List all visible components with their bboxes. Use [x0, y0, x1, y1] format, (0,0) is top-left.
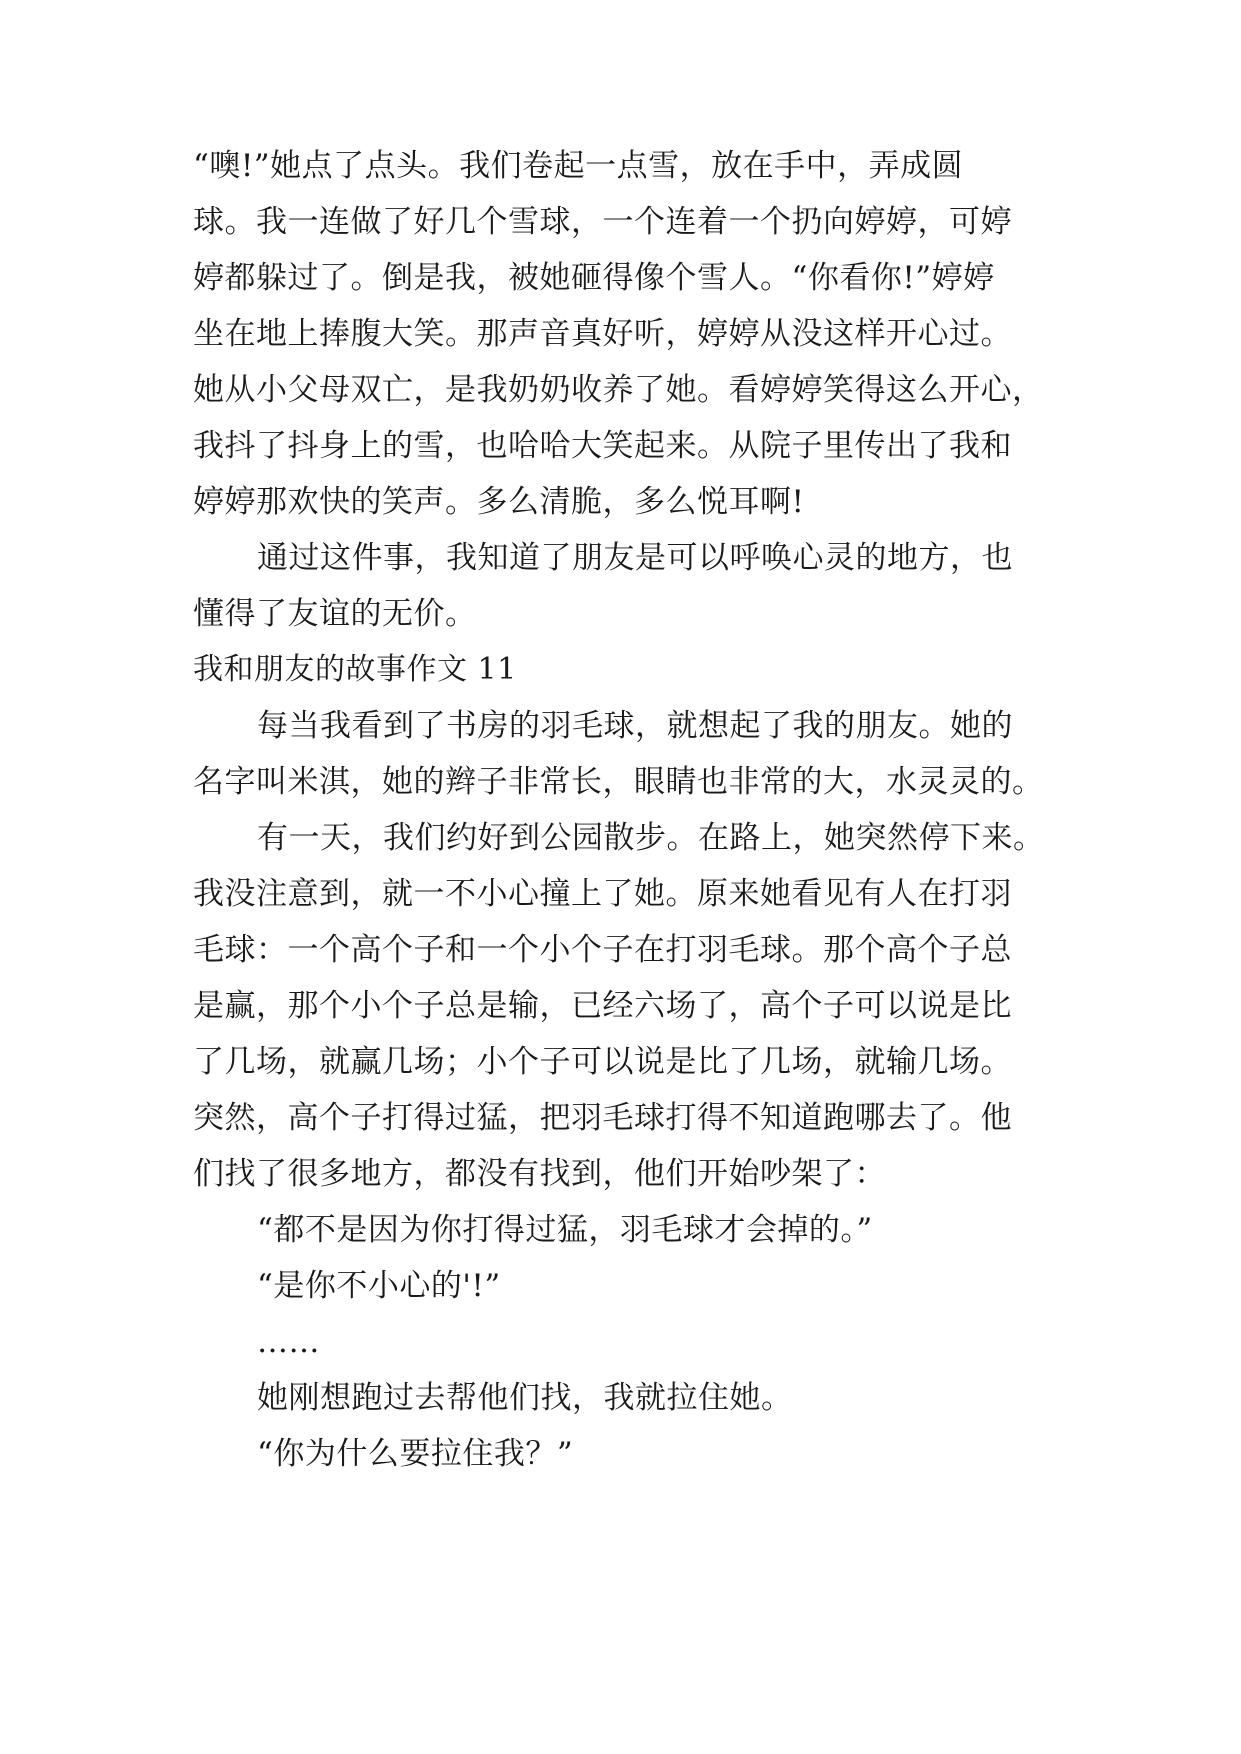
text-line: 球。我一连做了好几个雪球，一个连着一个扔向婷婷，可婷 — [193, 204, 1012, 240]
paragraph-first-line: 通过这件事，我知道了朋友是可以呼唤心灵的地方，也 — [257, 540, 1013, 576]
text-line: 突然，高个子打得过猛，把羽毛球打得不知道跑哪去了。他 — [193, 1100, 1012, 1136]
text-line: 坐在地上捧腹大笑。那声音真好听，婷婷从没这样开心过。 — [193, 316, 1012, 352]
text-line: 婷婷那欢快的笑声。多么清脆，多么悦耳啊! — [193, 484, 805, 520]
section-heading: 我和朋友的故事作文 11 — [193, 652, 517, 687]
dialogue-line: “你为什么要拉住我？” — [257, 1436, 574, 1472]
paragraph-first-line: 她刚想跑过去帮他们找，我就拉住她。 — [257, 1380, 793, 1416]
dialogue-line: “都不是因为你打得过猛，羽毛球才会掉的。” — [257, 1212, 873, 1248]
text-line: “噢!”她点了点头。我们卷起一点雪，放在手中，弄成圆 — [193, 148, 964, 184]
text-line: 毛球：一个高个子和一个小个子在打羽毛球。那个高个子总 — [193, 932, 1012, 968]
text-line: 懂得了友谊的无价。 — [193, 596, 477, 632]
text-line: 她从小父母双亡，是我奶奶收养了她。看婷婷笑得这么开心， — [193, 372, 1044, 408]
text-line: 们找了很多地方，都没有找到，他们开始吵架了： — [193, 1156, 886, 1192]
text-line: 了几场，就赢几场；小个子可以说是比了几场，就输几场。 — [193, 1044, 1012, 1080]
text-line: 名字叫米淇，她的辫子非常长，眼睛也非常的大，水灵灵的。 — [193, 764, 1044, 800]
text-line: 婷都躲过了。倒是我，被她砸得像个雪人。“你看你!”婷婷 — [193, 260, 995, 296]
text-line: 我没注意到，就一不小心撞上了她。原来她看见有人在打羽 — [193, 876, 1012, 912]
paragraph-first-line: 有一天，我们约好到公园散步。在路上，她突然停下来。 — [257, 820, 1045, 856]
ellipsis-line: …… — [257, 1324, 320, 1360]
paragraph-first-line: 每当我看到了书房的羽毛球，就想起了我的朋友。她的 — [257, 708, 1013, 744]
text-line: 是赢，那个小个子总是输，已经六场了，高个子可以说是比 — [193, 988, 1012, 1024]
dialogue-line: “是你不小心的'!” — [257, 1268, 501, 1304]
text-line: 我抖了抖身上的雪，也哈哈大笑起来。从院子里传出了我和 — [193, 428, 1012, 464]
